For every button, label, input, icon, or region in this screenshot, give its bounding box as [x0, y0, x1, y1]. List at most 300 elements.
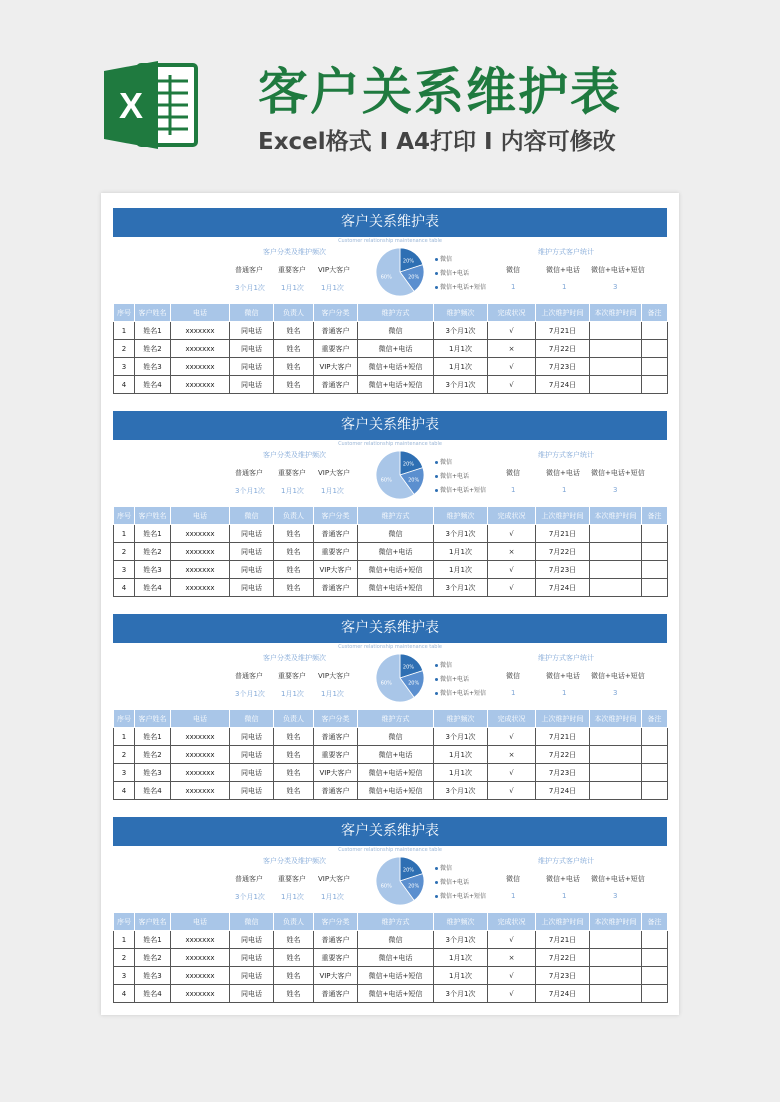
method-label: 微信+电话+短信: [591, 266, 645, 274]
column-header: 本次维护时间: [590, 710, 642, 728]
method-count: 1: [511, 892, 516, 900]
table-cell[interactable]: 同电话: [230, 579, 274, 597]
table-cell[interactable]: √: [488, 358, 536, 376]
legend-item: 微信+电话: [435, 877, 469, 886]
table-cell[interactable]: [590, 967, 642, 985]
table-cell[interactable]: 普通客户: [314, 985, 358, 1003]
category-label: 普通客户: [235, 875, 263, 883]
table-cell[interactable]: VIP大客户: [314, 561, 358, 579]
table-cell[interactable]: 7月22日: [536, 543, 590, 561]
table-cell[interactable]: 7月21日: [536, 322, 590, 340]
table-cell[interactable]: ×: [488, 949, 536, 967]
table-cell[interactable]: 微信+电话+短信: [358, 985, 434, 1003]
table-row: [114, 525, 668, 543]
summary-left-title: 客户分类及维护频次: [263, 451, 326, 459]
pie-slice-label: 20%: [408, 477, 420, 484]
table-cell[interactable]: 姓名: [274, 579, 314, 597]
table-cell[interactable]: 3个月1次: [434, 525, 488, 543]
table-cell[interactable]: 姓名3: [135, 358, 171, 376]
legend-dot-icon: [435, 489, 438, 492]
table-cell[interactable]: 3: [114, 764, 135, 782]
column-header: 维护方式: [358, 710, 434, 728]
table-cell[interactable]: [590, 728, 642, 746]
table-cell[interactable]: 普通客户: [314, 931, 358, 949]
table-cell[interactable]: [590, 322, 642, 340]
table-cell[interactable]: 普通客户: [314, 376, 358, 394]
block-subtitle: Customer relationship maintenance table: [338, 441, 442, 447]
table-cell[interactable]: √: [488, 782, 536, 800]
table-cell[interactable]: √: [488, 728, 536, 746]
table-cell[interactable]: 姓名: [274, 746, 314, 764]
table-cell[interactable]: 7月21日: [536, 931, 590, 949]
table-cell[interactable]: 3个月1次: [434, 376, 488, 394]
table-cell[interactable]: 7月22日: [536, 949, 590, 967]
table-cell[interactable]: ×: [488, 543, 536, 561]
table-cell[interactable]: 1月1次: [434, 764, 488, 782]
pie-slice-label: 60%: [380, 477, 392, 484]
table-cell[interactable]: xxxxxxx: [171, 746, 230, 764]
table-cell[interactable]: 姓名: [274, 967, 314, 985]
table-cell[interactable]: 7月23日: [536, 764, 590, 782]
table-header-row: [114, 507, 668, 525]
table-cell[interactable]: [590, 340, 642, 358]
table-cell[interactable]: 同电话: [230, 340, 274, 358]
table-cell[interactable]: √: [488, 985, 536, 1003]
table-cell[interactable]: 姓名2: [135, 949, 171, 967]
method-label: 微信+电话: [546, 469, 580, 477]
legend-dot-icon: [435, 692, 438, 695]
table-cell[interactable]: xxxxxxx: [171, 340, 230, 358]
legend-item: 微信: [435, 863, 452, 872]
column-header: 维护方式: [358, 304, 434, 322]
table-cell[interactable]: [642, 340, 668, 358]
table-cell[interactable]: 姓名: [274, 561, 314, 579]
table-cell[interactable]: 同电话: [230, 746, 274, 764]
column-header: 客户分类: [314, 507, 358, 525]
table-cell[interactable]: 7月24日: [536, 985, 590, 1003]
table-cell[interactable]: xxxxxxx: [171, 543, 230, 561]
table-cell[interactable]: [590, 579, 642, 597]
table-cell[interactable]: 7月24日: [536, 376, 590, 394]
summary-section: [113, 854, 667, 912]
table-cell[interactable]: 1月1次: [434, 543, 488, 561]
table-cell[interactable]: 姓名1: [135, 931, 171, 949]
table-cell[interactable]: [590, 358, 642, 376]
frequency-value: 3个月1次: [235, 284, 265, 292]
table-cell[interactable]: 同电话: [230, 967, 274, 985]
table-cell[interactable]: √: [488, 931, 536, 949]
table-cell[interactable]: 姓名: [274, 985, 314, 1003]
customer-table: [113, 709, 668, 800]
table-cell[interactable]: [642, 322, 668, 340]
table-cell[interactable]: 同电话: [230, 764, 274, 782]
column-header: 客户分类: [314, 710, 358, 728]
legend-dot-icon: [435, 664, 438, 667]
table-cell[interactable]: [590, 525, 642, 543]
table-cell[interactable]: 姓名: [274, 764, 314, 782]
table-cell[interactable]: 微信+电话: [358, 746, 434, 764]
table-cell[interactable]: 姓名: [274, 525, 314, 543]
table-cell[interactable]: [590, 543, 642, 561]
table-cell[interactable]: √: [488, 579, 536, 597]
table-cell[interactable]: 姓名2: [135, 543, 171, 561]
column-header: 微信: [230, 913, 274, 931]
column-header: 维护频次: [434, 507, 488, 525]
table-cell[interactable]: 7月21日: [536, 525, 590, 543]
table-cell[interactable]: xxxxxxx: [171, 728, 230, 746]
table-cell[interactable]: √: [488, 525, 536, 543]
table-cell[interactable]: xxxxxxx: [171, 376, 230, 394]
table-cell[interactable]: 微信+电话+短信: [358, 967, 434, 985]
table-cell[interactable]: xxxxxxx: [171, 985, 230, 1003]
table-cell[interactable]: 7月24日: [536, 782, 590, 800]
legend-dot-icon: [435, 475, 438, 478]
table-cell[interactable]: 1: [114, 322, 135, 340]
frequency-value: 3个月1次: [235, 487, 265, 495]
block-title: 客户关系维护表: [113, 411, 667, 440]
method-count: 3: [613, 689, 618, 697]
column-header: 客户姓名: [135, 507, 171, 525]
column-header: 客户分类: [314, 913, 358, 931]
column-header: 本次维护时间: [590, 913, 642, 931]
table-cell[interactable]: 姓名: [274, 949, 314, 967]
pie-slice-label: 20%: [408, 680, 420, 687]
table-cell[interactable]: [642, 949, 668, 967]
table-row: [114, 340, 668, 358]
table-cell[interactable]: [642, 358, 668, 376]
table-cell[interactable]: 姓名1: [135, 525, 171, 543]
method-label: 微信+电话: [546, 672, 580, 680]
column-header: 客户姓名: [135, 710, 171, 728]
table-cell[interactable]: xxxxxxx: [171, 782, 230, 800]
table-cell[interactable]: 姓名1: [135, 322, 171, 340]
table-cell[interactable]: [590, 746, 642, 764]
table-cell[interactable]: 重要客户: [314, 746, 358, 764]
table-cell[interactable]: 1: [114, 931, 135, 949]
table-cell[interactable]: [590, 764, 642, 782]
legend-dot-icon: [435, 881, 438, 884]
table-row: [114, 358, 668, 376]
table-cell[interactable]: 普通客户: [314, 579, 358, 597]
table-cell[interactable]: 重要客户: [314, 949, 358, 967]
table-cell[interactable]: 同电话: [230, 358, 274, 376]
table-cell[interactable]: 4: [114, 376, 135, 394]
table-cell[interactable]: 微信: [358, 931, 434, 949]
table-cell[interactable]: 姓名4: [135, 376, 171, 394]
legend-dot-icon: [435, 258, 438, 261]
table-cell[interactable]: ×: [488, 746, 536, 764]
table-cell[interactable]: [642, 579, 668, 597]
table-row: [114, 561, 668, 579]
maintenance-table-block: [113, 208, 667, 394]
table-cell[interactable]: [642, 376, 668, 394]
table-cell[interactable]: xxxxxxx: [171, 525, 230, 543]
table-cell[interactable]: √: [488, 376, 536, 394]
table-cell[interactable]: [642, 967, 668, 985]
frequency-value: 1月1次: [321, 487, 344, 495]
frequency-value: 1月1次: [321, 893, 344, 901]
table-cell[interactable]: 同电话: [230, 985, 274, 1003]
table-cell[interactable]: VIP大客户: [314, 967, 358, 985]
table-cell[interactable]: 姓名1: [135, 728, 171, 746]
table-cell[interactable]: 普通客户: [314, 728, 358, 746]
table-cell[interactable]: 2: [114, 746, 135, 764]
table-cell[interactable]: 微信: [358, 728, 434, 746]
column-header: 电话: [171, 304, 230, 322]
table-cell[interactable]: 2: [114, 340, 135, 358]
table-cell[interactable]: 姓名3: [135, 561, 171, 579]
table-cell[interactable]: [642, 931, 668, 949]
method-count: 3: [613, 486, 618, 494]
table-cell[interactable]: 同电话: [230, 931, 274, 949]
table-cell[interactable]: [642, 985, 668, 1003]
table-cell[interactable]: 1月1次: [434, 340, 488, 358]
table-cell[interactable]: 同电话: [230, 561, 274, 579]
table-cell[interactable]: 姓名: [274, 543, 314, 561]
table-cell[interactable]: [642, 561, 668, 579]
method-label: 微信+电话: [546, 266, 580, 274]
table-cell[interactable]: 3个月1次: [434, 782, 488, 800]
table-cell[interactable]: 4: [114, 985, 135, 1003]
table-cell[interactable]: 姓名2: [135, 340, 171, 358]
table-cell[interactable]: [642, 746, 668, 764]
table-cell[interactable]: 1: [114, 728, 135, 746]
pie-chart: [375, 450, 425, 500]
table-cell[interactable]: 4: [114, 579, 135, 597]
method-count: 1: [562, 689, 567, 697]
table-cell[interactable]: [590, 949, 642, 967]
table-cell[interactable]: √: [488, 322, 536, 340]
table-cell[interactable]: [590, 376, 642, 394]
table-cell[interactable]: 微信: [358, 525, 434, 543]
column-header: 微信: [230, 710, 274, 728]
table-cell[interactable]: 普通客户: [314, 322, 358, 340]
method-count: 3: [613, 892, 618, 900]
table-cell[interactable]: xxxxxxx: [171, 949, 230, 967]
table-cell[interactable]: 同电话: [230, 322, 274, 340]
table-cell[interactable]: 3个月1次: [434, 931, 488, 949]
table-cell[interactable]: 姓名4: [135, 782, 171, 800]
table-cell[interactable]: 微信: [358, 322, 434, 340]
table-cell[interactable]: 3个月1次: [434, 728, 488, 746]
maintenance-table-block: [113, 411, 667, 597]
table-cell[interactable]: [642, 525, 668, 543]
method-label: 微信+电话+短信: [591, 469, 645, 477]
table-cell[interactable]: 姓名3: [135, 764, 171, 782]
table-cell[interactable]: 1: [114, 525, 135, 543]
column-header: 负责人: [274, 304, 314, 322]
column-header: 完成状况: [488, 710, 536, 728]
table-cell[interactable]: 1月1次: [434, 949, 488, 967]
pie-chart: [375, 247, 425, 297]
table-cell[interactable]: VIP大客户: [314, 358, 358, 376]
table-cell[interactable]: ×: [488, 340, 536, 358]
table-row: [114, 949, 668, 967]
legend-dot-icon: [435, 286, 438, 289]
column-header: 备注: [642, 507, 668, 525]
table-cell[interactable]: 1月1次: [434, 746, 488, 764]
table-cell[interactable]: xxxxxxx: [171, 358, 230, 376]
column-header: 客户姓名: [135, 304, 171, 322]
table-cell[interactable]: 普通客户: [314, 525, 358, 543]
table-cell[interactable]: [590, 931, 642, 949]
table-cell[interactable]: 3: [114, 561, 135, 579]
table-cell[interactable]: 同电话: [230, 525, 274, 543]
column-header: 备注: [642, 913, 668, 931]
page-subtitle: Excel格式 I A4打印 I 内容可修改: [258, 129, 616, 155]
table-cell[interactable]: xxxxxxx: [171, 579, 230, 597]
summary-right-title: 维护方式客户统计: [538, 857, 594, 865]
column-header: 本次维护时间: [590, 507, 642, 525]
table-cell[interactable]: 姓名: [274, 322, 314, 340]
column-header: 负责人: [274, 507, 314, 525]
table-cell[interactable]: 微信+电话+短信: [358, 764, 434, 782]
column-header: 上次维护时间: [536, 507, 590, 525]
table-cell[interactable]: 7月21日: [536, 728, 590, 746]
table-cell[interactable]: [642, 764, 668, 782]
table-cell[interactable]: 3个月1次: [434, 985, 488, 1003]
table-cell[interactable]: 4: [114, 782, 135, 800]
table-cell[interactable]: 7月22日: [536, 746, 590, 764]
table-cell[interactable]: [642, 543, 668, 561]
frequency-value: 3个月1次: [235, 893, 265, 901]
legend-item: 微信: [435, 254, 452, 263]
table-cell[interactable]: 同电话: [230, 782, 274, 800]
table-header-row: [114, 913, 668, 931]
column-header: 上次维护时间: [536, 710, 590, 728]
table-cell[interactable]: 微信+电话: [358, 949, 434, 967]
table-cell[interactable]: 3: [114, 967, 135, 985]
legend-item: 微信+电话+短信: [435, 282, 486, 291]
column-header: 维护频次: [434, 710, 488, 728]
table-body: [114, 525, 668, 597]
table-cell[interactable]: 微信+电话: [358, 543, 434, 561]
table-cell[interactable]: 1月1次: [434, 358, 488, 376]
pie-slice-label: 20%: [408, 883, 420, 890]
table-cell[interactable]: 重要客户: [314, 543, 358, 561]
table-cell[interactable]: 微信+电话+短信: [358, 579, 434, 597]
legend-item: 微信: [435, 457, 452, 466]
table-cell[interactable]: 姓名: [274, 728, 314, 746]
table-cell[interactable]: [590, 985, 642, 1003]
table-cell[interactable]: 微信+电话+短信: [358, 561, 434, 579]
table-body: [114, 322, 668, 394]
table-cell[interactable]: xxxxxxx: [171, 967, 230, 985]
block-title: 客户关系维护表: [113, 817, 667, 846]
legend-dot-icon: [435, 461, 438, 464]
column-header: 客户姓名: [135, 913, 171, 931]
frequency-value: 1月1次: [321, 690, 344, 698]
table-cell[interactable]: [642, 728, 668, 746]
pie-slice-label: 20%: [402, 461, 415, 468]
method-label: 微信+电话+短信: [591, 875, 645, 883]
table-cell[interactable]: √: [488, 561, 536, 579]
pie-chart: [375, 653, 425, 703]
table-cell[interactable]: 姓名4: [135, 985, 171, 1003]
customer-table: [113, 912, 668, 1003]
table-cell[interactable]: 姓名: [274, 376, 314, 394]
document-sheet: [101, 193, 679, 1015]
table-cell[interactable]: 同电话: [230, 949, 274, 967]
method-label: 微信+电话+短信: [591, 672, 645, 680]
table-cell[interactable]: 1月1次: [434, 967, 488, 985]
method-label: 微信+电话: [546, 875, 580, 883]
table-cell[interactable]: √: [488, 764, 536, 782]
table-cell[interactable]: 微信+电话+短信: [358, 782, 434, 800]
pie-slice-label: 20%: [402, 664, 415, 671]
table-body: [114, 728, 668, 800]
table-cell[interactable]: 7月22日: [536, 340, 590, 358]
table-cell[interactable]: 同电话: [230, 543, 274, 561]
table-row: [114, 579, 668, 597]
customer-table: [113, 506, 668, 597]
table-cell[interactable]: xxxxxxx: [171, 764, 230, 782]
table-cell[interactable]: 7月23日: [536, 561, 590, 579]
table-cell[interactable]: 3: [114, 358, 135, 376]
table-cell[interactable]: 微信+电话+短信: [358, 358, 434, 376]
table-cell[interactable]: 重要客户: [314, 340, 358, 358]
method-count: 1: [562, 486, 567, 494]
table-cell[interactable]: 姓名3: [135, 967, 171, 985]
column-header: 电话: [171, 710, 230, 728]
table-cell[interactable]: 2: [114, 543, 135, 561]
table-cell[interactable]: 同电话: [230, 376, 274, 394]
table-cell[interactable]: 7月23日: [536, 358, 590, 376]
method-label: 微信: [506, 875, 520, 883]
table-cell[interactable]: 7月24日: [536, 579, 590, 597]
table-cell[interactable]: 姓名: [274, 782, 314, 800]
table-cell[interactable]: [590, 782, 642, 800]
summary-right-title: 维护方式客户统计: [538, 654, 594, 662]
table-cell[interactable]: xxxxxxx: [171, 931, 230, 949]
table-cell[interactable]: 1月1次: [434, 561, 488, 579]
table-cell[interactable]: 同电话: [230, 728, 274, 746]
block-subtitle: Customer relationship maintenance table: [338, 644, 442, 650]
table-cell[interactable]: 姓名4: [135, 579, 171, 597]
table-cell[interactable]: 微信+电话+短信: [358, 376, 434, 394]
column-header: 电话: [171, 913, 230, 931]
table-cell[interactable]: 2: [114, 949, 135, 967]
method-count: 3: [613, 283, 618, 291]
table-cell[interactable]: [642, 782, 668, 800]
table-cell[interactable]: 普通客户: [314, 782, 358, 800]
legend-item: 微信+电话+短信: [435, 688, 486, 697]
table-cell[interactable]: 7月23日: [536, 967, 590, 985]
block-subtitle: Customer relationship maintenance table: [338, 238, 442, 244]
page-header: [0, 0, 780, 190]
table-body: [114, 931, 668, 1003]
table-cell[interactable]: 3个月1次: [434, 322, 488, 340]
table-cell[interactable]: 3个月1次: [434, 579, 488, 597]
table-cell[interactable]: 姓名: [274, 931, 314, 949]
table-cell[interactable]: 微信+电话: [358, 340, 434, 358]
table-cell[interactable]: [590, 561, 642, 579]
table-cell[interactable]: xxxxxxx: [171, 322, 230, 340]
pie-slice-label: 60%: [380, 883, 392, 890]
table-cell[interactable]: xxxxxxx: [171, 561, 230, 579]
legend-item: 微信+电话: [435, 674, 469, 683]
table-cell[interactable]: √: [488, 967, 536, 985]
table-cell[interactable]: 姓名: [274, 358, 314, 376]
table-cell[interactable]: 姓名2: [135, 746, 171, 764]
column-header: 序号: [114, 304, 135, 322]
table-row: [114, 782, 668, 800]
category-label: VIP大客户: [318, 875, 351, 883]
table-row: [114, 931, 668, 949]
table-cell[interactable]: 姓名: [274, 340, 314, 358]
summary-section: [113, 448, 667, 506]
table-cell[interactable]: VIP大客户: [314, 764, 358, 782]
